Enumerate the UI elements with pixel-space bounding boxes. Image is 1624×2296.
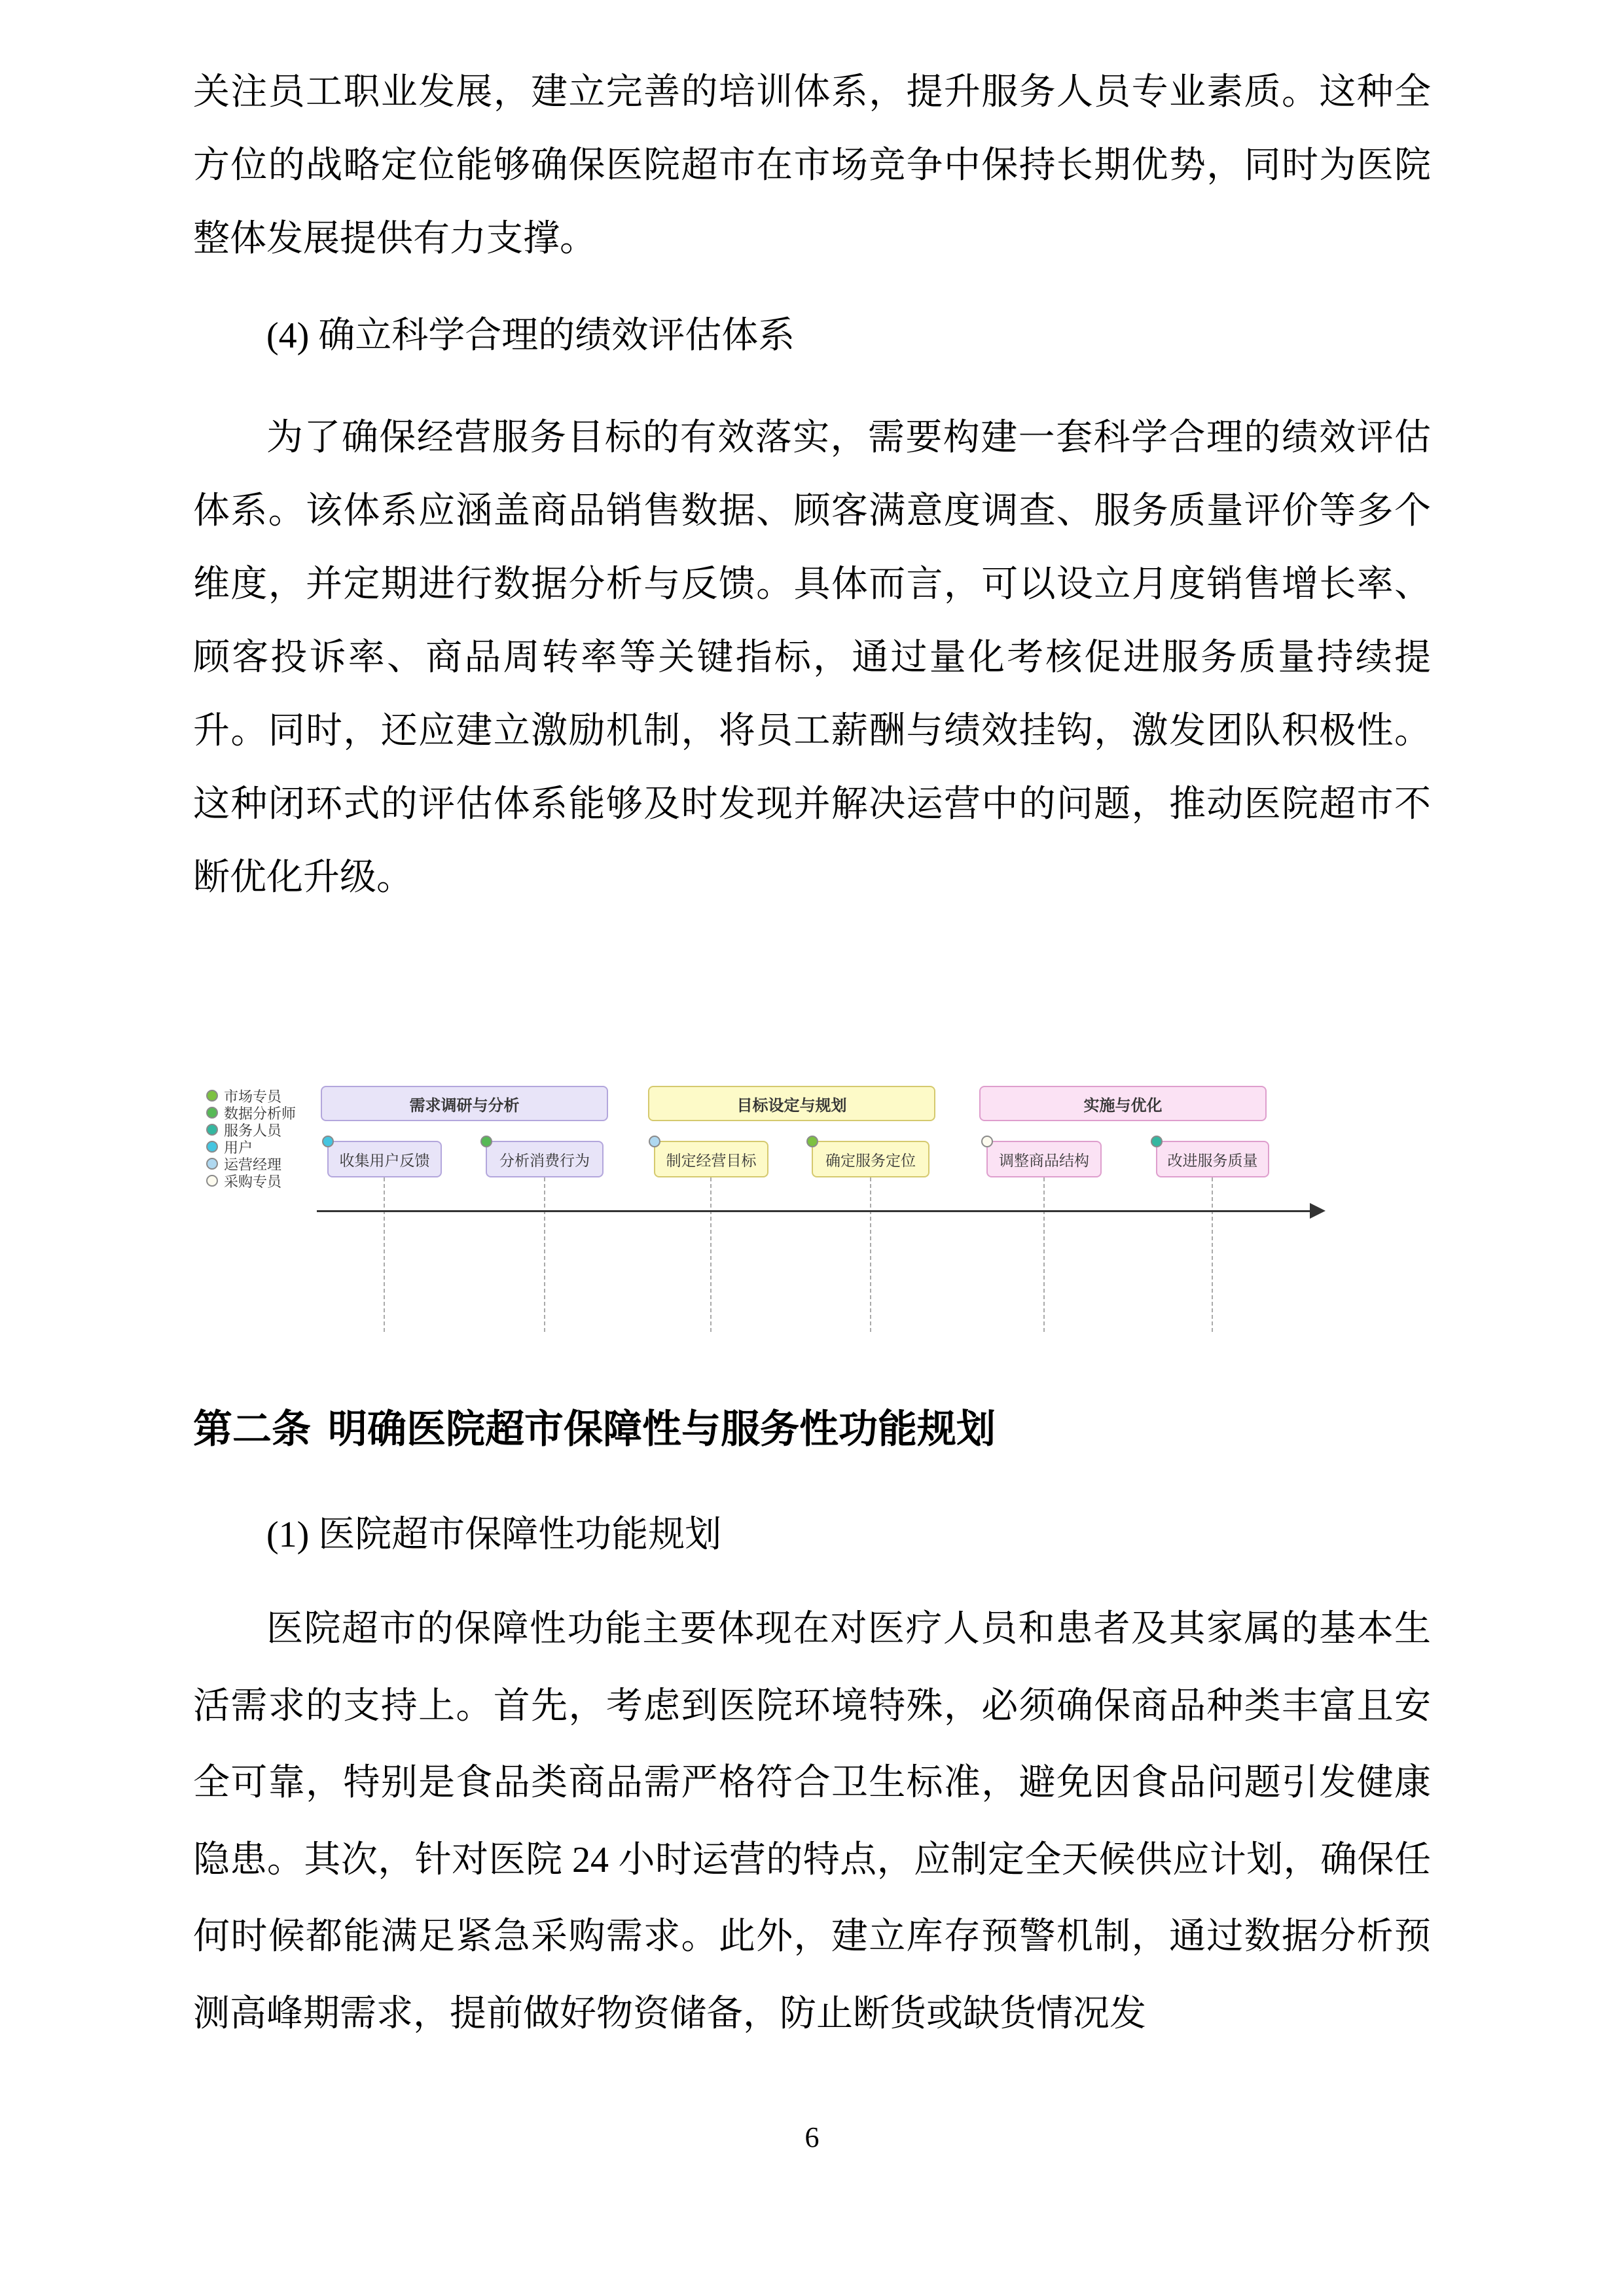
legend-dot-icon [206, 1175, 218, 1187]
task-actor-dot-icon [480, 1136, 492, 1147]
task-actor-dot-icon [981, 1136, 993, 1147]
legend-label: 服务人员 [224, 1122, 282, 1139]
legend-label: 运营经理 [224, 1156, 282, 1173]
task-box [654, 1141, 768, 1177]
dashed-connector [1043, 1177, 1045, 1332]
task-actor-dot-icon [806, 1136, 818, 1147]
legend-item [206, 1172, 296, 1189]
timeline-diagram [193, 1086, 1431, 1348]
task-box [986, 1141, 1102, 1177]
legend-dot-icon [206, 1124, 218, 1136]
task-label: 收集用户反馈 [339, 1151, 430, 1169]
task-box [327, 1141, 442, 1177]
subheading-4: (4) 确立科学合理的绩效评估体系 [266, 315, 795, 356]
task-actor-dot-icon [649, 1136, 660, 1147]
legend-item [206, 1138, 296, 1155]
timeline-axis [317, 1210, 1311, 1212]
task-label: 分析消费行为 [499, 1151, 590, 1169]
legend-label: 用户 [224, 1139, 253, 1156]
dashed-connector [710, 1177, 712, 1332]
phase-label: 需求调研与分析 [409, 1096, 520, 1115]
diagram-legend [206, 1087, 296, 1189]
task-box [486, 1141, 604, 1177]
legend-label: 数据分析师 [224, 1105, 297, 1122]
legend-label: 市场专员 [224, 1088, 282, 1105]
dashed-connector [544, 1177, 545, 1332]
paragraph-support-function: 医院超市的保障性功能主要体现在对医疗人员和患者及其家属的基本生活需求的支持上。首先，考虑到医院环境特殊，必须确保商品种类丰富且安全可靠，特别是食品类商品需严格符合卫生标准，避免因食品问题引发健康隐患。其次，针对医院 24 小时运营的特点，应制定全天候供应计划，确保任何时候都能满足紧急采购需求。此外，建立库存预警机制，通过数据分析预测高峰期需求，提前做好物资储备，防止断货或缺货情况发 [193, 1609, 1431, 2034]
phase-box-optimize [979, 1086, 1267, 1121]
section-title: 明确医院超市保障性与服务性功能规划 [328, 1407, 996, 1451]
task-box [1156, 1141, 1269, 1177]
paragraph-evaluation: 为了确保经营服务目标的有效落实，需要构建一套科学合理的绩效评估体系。该体系应涵盖商品销售数据、顾客满意度调查、服务质量评价等多个维度，并定期进行数据分析与反馈。具体而言，可以设立月度销售增长率、顾客投诉率、商品周转率等关键指标，通过量化考核促进服务质量持续提升。同时，还应建立激励机制，将员工薪酬与绩效挂钩，激发团队积极性。这种闭环式的评估体系能够及时发现并解决运营中的问题，推动医院超市不断优化升级。 [193, 418, 1431, 898]
paragraph-strategy: 关注员工职业发展，建立完善的培训体系，提升服务人员专业素质。这种全方位的战略定位能够确保医院超市在市场竞争中保持长期优势，同时为医院整体发展提供有力支撑。 [193, 72, 1431, 259]
dashed-connector [1212, 1177, 1213, 1332]
task-label: 制定经营目标 [666, 1151, 757, 1169]
timeline-arrowhead-icon [1310, 1203, 1326, 1219]
task-actor-dot-icon [1151, 1136, 1163, 1147]
legend-item [206, 1087, 296, 1104]
legend-item [206, 1155, 296, 1172]
task-actor-dot-icon [322, 1136, 334, 1147]
legend-dot-icon [206, 1158, 218, 1170]
task-label: 调整商品结构 [999, 1151, 1089, 1169]
legend-dot-icon [206, 1141, 218, 1153]
phase-box-planning [648, 1086, 935, 1121]
legend-item [206, 1104, 296, 1121]
phase-label: 目标设定与规划 [736, 1096, 847, 1115]
legend-dot-icon [206, 1090, 218, 1102]
legend-label: 采购专员 [224, 1173, 282, 1190]
legend-dot-icon [206, 1107, 218, 1119]
dashed-connector [384, 1177, 385, 1332]
task-box [812, 1141, 929, 1177]
legend-item [206, 1121, 296, 1138]
subheading-1: (1) 医院超市保障性功能规划 [266, 1515, 722, 1555]
page-number: 6 [804, 2121, 820, 2153]
section-number: 第二条 [193, 1407, 311, 1451]
phase-box-research [321, 1086, 608, 1121]
task-label: 确定服务定位 [825, 1151, 916, 1169]
phase-label: 实施与优化 [1083, 1096, 1163, 1115]
dashed-connector [870, 1177, 871, 1332]
section-heading [193, 1400, 1431, 1459]
task-label: 改进服务质量 [1167, 1151, 1258, 1169]
